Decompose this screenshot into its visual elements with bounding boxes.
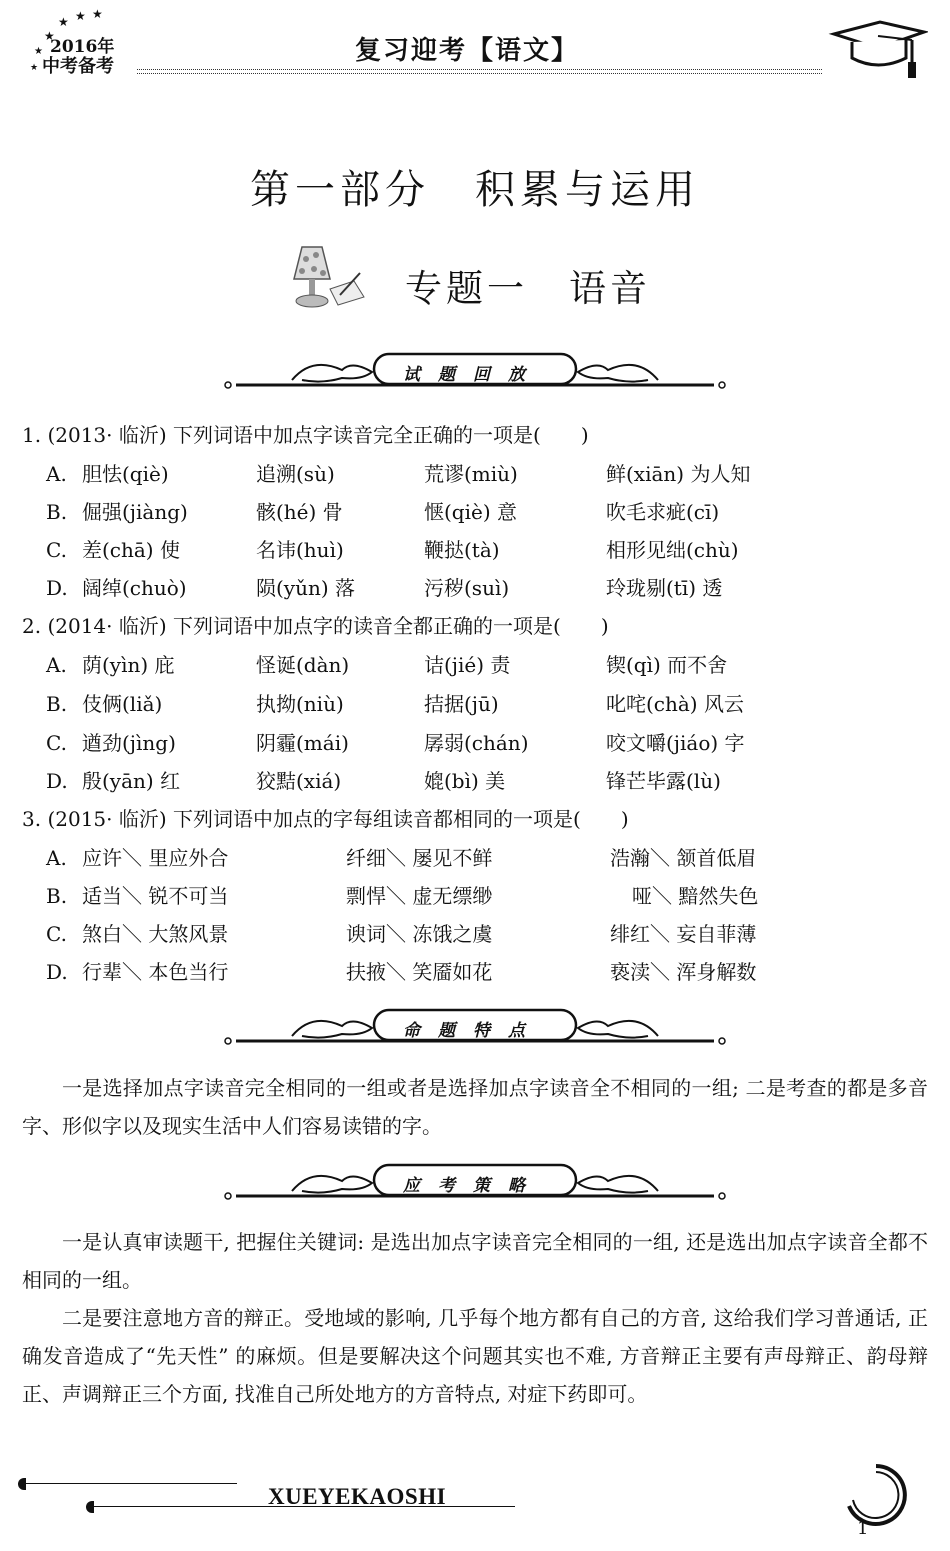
paragraph: 一是认真审读题干, 把握住关键词: 是选出加点字读音完全相同的一组, 还是选出加点字读音全都不相同的一组。 — [22, 1230, 928, 1292]
option-item: 胆怯(qiè) — [82, 462, 169, 486]
banner-label: 试题回放 — [403, 365, 543, 385]
footer-rule-cap — [18, 1478, 26, 1490]
footer-rule — [22, 1483, 237, 1484]
header-badge — [20, 8, 140, 80]
option-letter: A. — [46, 653, 67, 677]
option-letter: D. — [46, 960, 68, 984]
option-item: 媲(bì) 美 — [424, 769, 506, 793]
option-item: 吹毛求疵(cī) — [606, 500, 720, 524]
option-item: 咬文嚼(jiáo) 字 — [606, 731, 745, 755]
option-item: 鲜(xiān) 为人知 — [606, 462, 751, 486]
question-stem: 3. (2015· 临沂) 下列词语中加点的字每组读音都相同的一项是( ) — [22, 807, 629, 831]
star-icon: ★ — [75, 9, 86, 23]
graduation-cap-icon — [828, 18, 928, 82]
option-item: 伎俩(liǎ) — [82, 692, 163, 716]
option-item: 遒劲(jìng) — [82, 731, 176, 755]
option-item: 应许＼ 里应外合 — [82, 846, 229, 870]
star-icon: ★ — [34, 46, 43, 57]
option-item: 骸(hé) 骨 — [256, 500, 343, 524]
header-rule — [137, 69, 822, 70]
option-item: 拮据(jū) — [424, 692, 499, 716]
option-item: 倔强(jiàng) — [82, 500, 188, 524]
option-letter: C. — [46, 731, 67, 755]
strategy-text — [22, 1223, 928, 1413]
option-item: 哑＼ 黯然失色 — [632, 884, 759, 908]
option-letter: B. — [46, 500, 68, 524]
page-circle-icon — [843, 1462, 909, 1528]
option-item: 锲(qì) 而不舍 — [606, 653, 728, 677]
question-stem: 2. (2014· 临沂) 下列词语中加点字的读音全都正确的一项是( ) — [22, 614, 609, 638]
option-item: 相形见绌(chù) — [606, 538, 739, 562]
option-item: 行辈＼ 本色当行 — [82, 960, 229, 984]
option-item: 怪诞(dàn) — [256, 653, 350, 677]
option-item: 荒谬(miù) — [424, 462, 518, 486]
footer-rule-cap — [86, 1501, 94, 1513]
badge-subtitle: 中考备考 — [42, 56, 114, 77]
option-item: 剽悍＼ 虚无缥缈 — [346, 884, 493, 908]
option-item: 陨(yǔn) 落 — [256, 576, 356, 600]
option-item: 扶掖＼ 笑靥如花 — [346, 960, 493, 984]
option-item: 殷(yān) 红 — [82, 769, 181, 793]
option-item: 叱咤(chà) 风云 — [606, 692, 744, 716]
topic-title: 专题一 语音 — [405, 267, 651, 310]
footer-text: XUEYEKAOSHI — [268, 1484, 447, 1509]
option-item: 谀词＼ 冻饿之虞 — [346, 922, 493, 946]
option-letter: D. — [46, 769, 68, 793]
option-item: 鞭挞(tà) — [424, 538, 500, 562]
section-banner-strategy — [222, 1163, 728, 1207]
header-title: 复习迎考【语文】 — [355, 36, 580, 66]
desk-lamp-icon — [292, 243, 367, 311]
option-letter: D. — [46, 576, 68, 600]
option-item: 诘(jié) 责 — [424, 653, 511, 677]
option-item: 玲珑剔(tī) 透 — [606, 576, 723, 600]
option-item: 荫(yìn) 庇 — [82, 653, 175, 677]
option-item: 亵渎＼ 浑身解数 — [610, 960, 757, 984]
section-banner-review — [222, 352, 728, 396]
option-item: 惬(qiè) 意 — [424, 500, 517, 524]
paragraph: 二是要注意地方音的辩正。受地域的影响, 几乎每个地方都有自己的方音, 这给我们学习普通话, 正确发音造成了“先天性” 的麻烦。但是要解决这个问题其实也不难, 方音辩正主要有声母辩正、韵母辩正、声调辩正三个方面, 找准自己所处地方的方音特点, 对症下药即可。 — [22, 1306, 928, 1406]
option-item: 名讳(huì) — [256, 538, 344, 562]
option-item: 差(chā) 使 — [82, 538, 180, 562]
option-item: 阴霾(mái) — [256, 731, 349, 755]
option-item: 污秽(suì) — [424, 576, 510, 600]
part-title: 第一部分 积累与运用 — [250, 167, 700, 213]
option-letter: A. — [46, 846, 67, 870]
option-item: 孱弱(chán) — [424, 731, 529, 755]
features-text — [22, 1069, 928, 1145]
option-letter: B. — [46, 692, 68, 716]
section-banner-features — [222, 1008, 728, 1052]
option-letter: C. — [46, 922, 67, 946]
option-item: 绯红＼ 妄自菲薄 — [610, 922, 757, 946]
option-item: 适当＼ 锐不可当 — [82, 884, 229, 908]
header-rule — [137, 73, 822, 74]
page-number: 1 — [857, 1518, 869, 1539]
option-item: 狡黠(xiá) — [256, 769, 342, 793]
question-stem: 1. (2013· 临沂) 下列词语中加点字读音完全正确的一项是( ) — [22, 423, 589, 447]
option-letter: A. — [46, 462, 67, 486]
option-item: 煞白＼ 大煞风景 — [82, 922, 229, 946]
star-icon: ★ — [30, 63, 39, 73]
option-item: 纤细＼ 屡见不鲜 — [346, 846, 493, 870]
badge-year: 2016年 — [50, 37, 115, 57]
option-letter: B. — [46, 884, 68, 908]
banner-label: 命题特点 — [403, 1021, 543, 1041]
star-icon: ★ — [44, 29, 55, 43]
option-item: 阔绰(chuò) — [82, 576, 187, 600]
option-item: 执拗(niù) — [256, 692, 344, 716]
option-item: 追溯(sù) — [256, 462, 335, 486]
star-icon: ★ — [92, 7, 103, 21]
option-item: 锋芒毕露(lù) — [606, 769, 721, 793]
option-item: 浩瀚＼ 颔首低眉 — [610, 846, 757, 870]
option-letter: C. — [46, 538, 67, 562]
star-icon: ★ — [58, 15, 69, 29]
banner-label: 应考策略 — [403, 1176, 543, 1196]
paragraph: 一是选择加点字读音完全相同的一组或者是选择加点字读音全不相同的一组; 二是考查的都是多音字、形似字以及现实生活中人们容易读错的字。 — [22, 1076, 928, 1138]
